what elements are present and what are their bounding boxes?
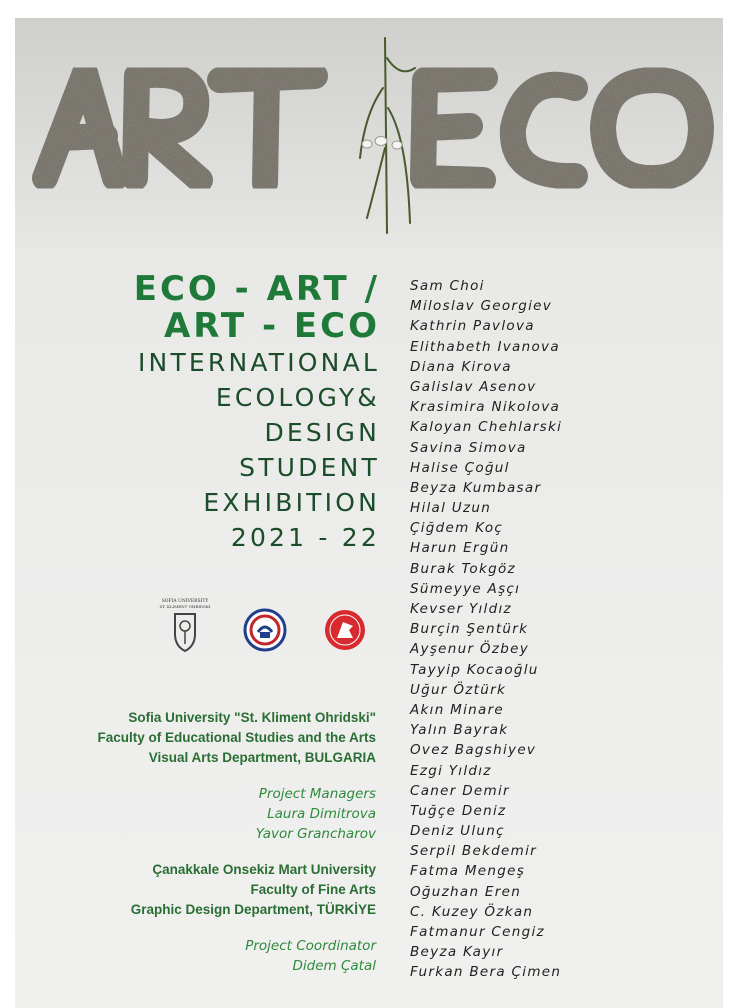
sofia-university-logo: [155, 596, 215, 658]
participant-name: Oğuzhan Eren: [410, 883, 522, 900]
org1-line1: Sofia University "St. Kliment Ohridski": [128, 710, 376, 725]
participant-name: Beyza Kayır: [410, 944, 504, 961]
participant-name: Halise Çoğul: [410, 459, 510, 476]
participant-name: Diana Kirova: [410, 358, 512, 375]
participant-name: Kaloyan Chehlarski: [410, 419, 563, 436]
title-line-6: STUDENT: [239, 453, 380, 482]
participant-name: Uğur Öztürk: [410, 681, 507, 698]
university-logos: [155, 596, 395, 656]
participant-name: Sam Choi: [410, 278, 485, 294]
participant-name: Tuğçe Deniz: [410, 802, 507, 819]
sand-title-image: [15, 18, 723, 248]
participant-name: Harun Ergün: [410, 540, 510, 557]
title-line-2: ART - ECO: [163, 306, 380, 346]
manager-1: Laura Dimitrova: [267, 806, 376, 822]
title-line-3: INTERNATIONAL: [137, 348, 380, 377]
participant-name: Savina Simova: [410, 439, 527, 456]
sofia-logo-line2: ST. KLIMENT OHRIDSKI: [159, 604, 211, 609]
org2-line2: Faculty of Fine Arts: [250, 882, 376, 897]
participant-name: Caner Demir: [410, 782, 510, 799]
credits-block: [16, 708, 376, 976]
fine-arts-faculty-logo: [323, 608, 367, 652]
canakkale-university-logo: [243, 608, 287, 652]
org1-line2: Faculty of Educational Studies and the Arts: [97, 730, 376, 745]
title-line-4: ECOLOGY&: [215, 383, 380, 412]
participant-name: Kevser Yıldız: [410, 601, 512, 617]
participant-name: Burçin Şentürk: [410, 621, 529, 638]
coordinator-label: Project Coordinator: [245, 938, 376, 954]
participant-name: Ayşenur Özbey: [410, 641, 529, 658]
participant-name: Serpil Bekdemir: [410, 843, 537, 860]
manager-2: Yavor Grancharov: [255, 826, 376, 842]
participant-name: Çiğdem Koç: [410, 520, 504, 537]
participant-name: Ovez Bagshiyev: [410, 742, 537, 759]
participant-name: Fatmanur Cengiz: [410, 924, 545, 940]
participant-list: [410, 276, 710, 983]
participant-name: Hilal Uzun: [410, 500, 492, 517]
sofia-logo-line1: SOFIA UNIVERSITY: [161, 599, 209, 604]
managers-label: Project Managers: [258, 786, 376, 802]
title-line-8: 2021 - 22: [230, 523, 380, 552]
participant-name: Fatma Mengeş: [410, 863, 526, 880]
participant-name: Deniz Ulunç: [410, 823, 505, 840]
participant-name: C. Kuzey Özkan: [410, 903, 534, 920]
participant-name: Krasimira Nikolova: [410, 399, 561, 416]
title-line-1: ECO - ART /: [133, 269, 380, 309]
participant-name: Burak Tokgöz: [410, 560, 516, 577]
participant-name: Furkan Bera Çimen: [410, 964, 562, 981]
exhibition-title: [40, 271, 380, 555]
participant-name: Tayyip Kocaoğlu: [410, 661, 539, 678]
participant-name: Yalın Bayrak: [410, 722, 509, 739]
participant-name: Beyza Kumbasar: [410, 479, 542, 496]
exhibition-poster: [15, 18, 723, 1008]
participant-name: Miloslav Georgiev: [410, 298, 553, 315]
org2-line1: Çanakkale Onsekiz Mart University: [152, 862, 376, 877]
org1-line3: Visual Arts Department, BULGARIA: [148, 750, 376, 765]
title-line-7: EXHIBITION: [203, 488, 380, 517]
participant-name: Kathrin Pavlova: [410, 318, 535, 335]
participant-name: Sümeyye Aşçı: [410, 580, 521, 597]
participant-name: Elithabeth Ivanova: [410, 338, 560, 355]
coordinator-name: Didem Çatal: [292, 958, 376, 974]
title-line-5: DESIGN: [264, 418, 380, 447]
participant-name: Ezgi Yıldız: [410, 762, 492, 779]
participant-name: Akın Minare: [410, 701, 505, 718]
org2-line3: Graphic Design Department, TÜRKİYE: [130, 902, 376, 917]
participant-name: Galislav Asenov: [410, 378, 537, 395]
